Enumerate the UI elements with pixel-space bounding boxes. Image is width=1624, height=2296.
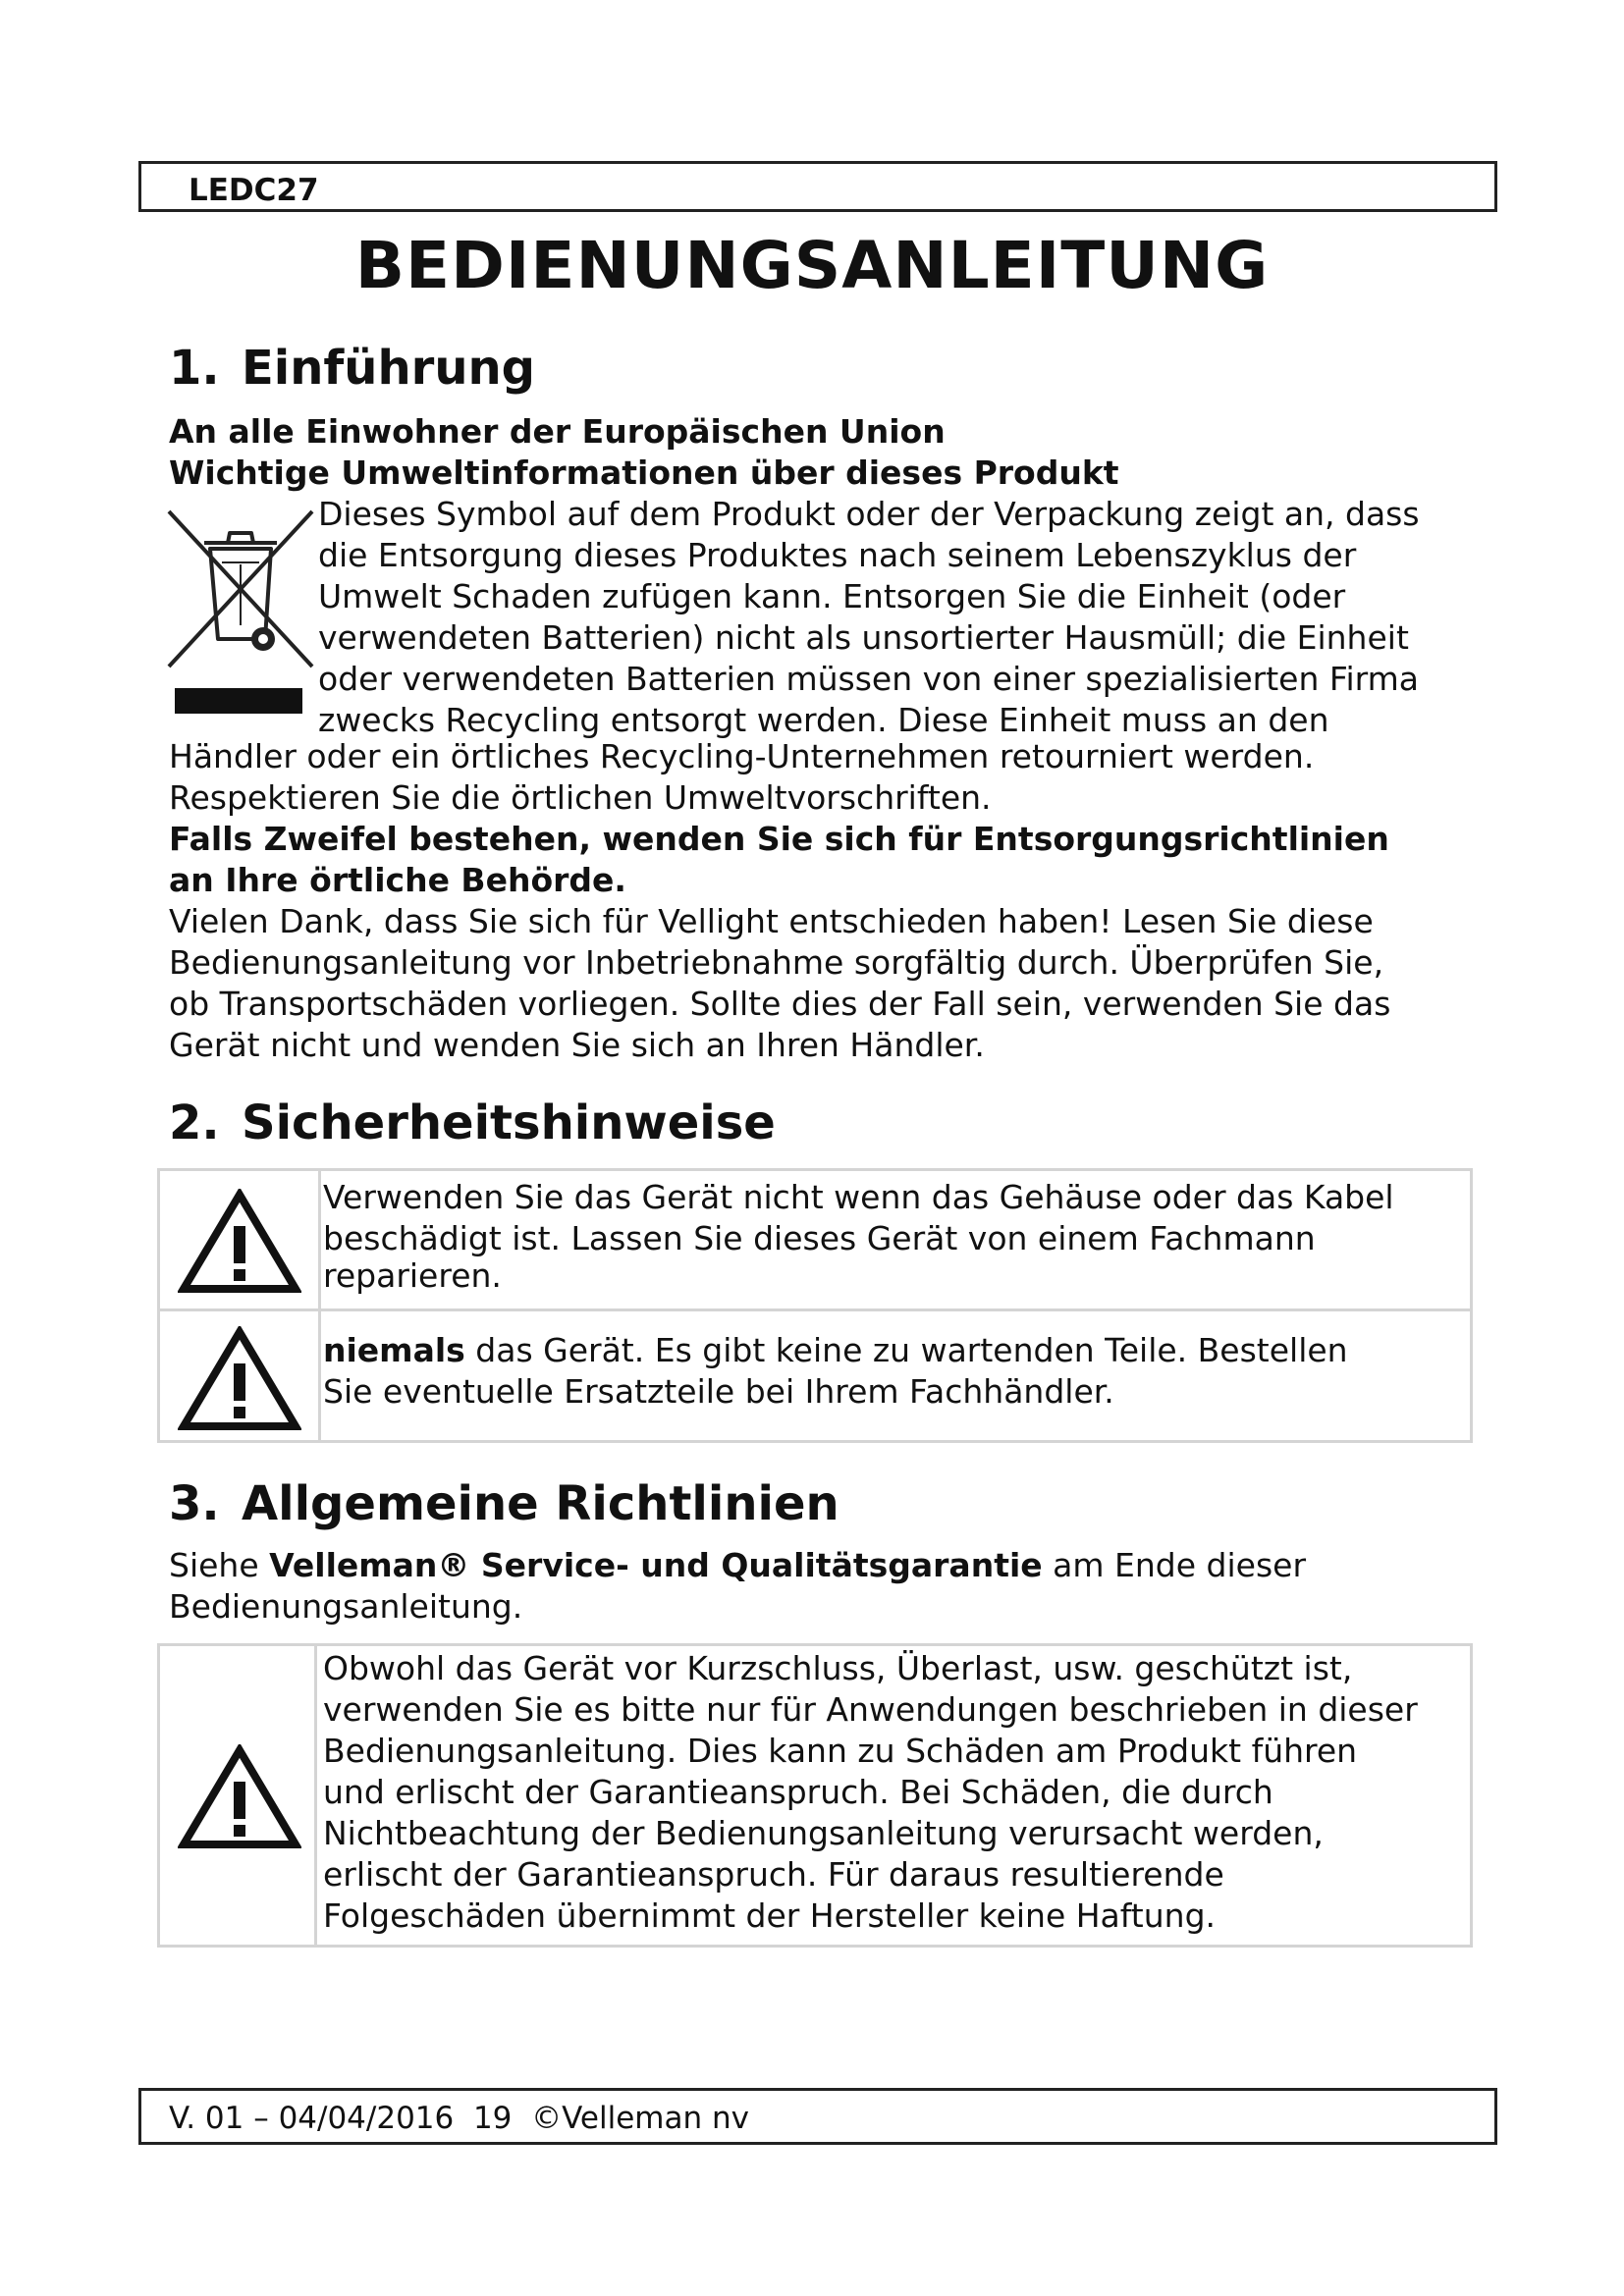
safety-text-line	[323, 1330, 1348, 1371]
section-heading-3	[169, 1476, 839, 1531]
intro-heading: An alle Einwohner der Europäischen Union	[169, 412, 946, 451]
section-number: 3.	[169, 1476, 220, 1531]
section-heading-2	[169, 1095, 776, 1150]
warning-triangle-icon	[178, 1744, 301, 1850]
footer-text: V. 01 – 04/04/2016 19 ©Velleman nv	[169, 2101, 749, 2136]
safety-text-line: beschädigt ist. Lassen Sie dieses Gerät von einem Fachmann	[323, 1219, 1316, 1257]
section-number: 1.	[169, 341, 220, 396]
safety-text-line: Verwenden Sie das Gerät nicht wenn das Gehäuse oder das Kabel	[323, 1178, 1394, 1216]
intro-subheading: Wichtige Umweltinformationen über dieses Produkt	[169, 454, 1119, 492]
section-title: Einführung	[242, 341, 536, 396]
document-title: BEDIENUNGSANLEITUNG	[354, 228, 1270, 303]
weee-text-line: Umwelt Schaden zufügen kann. Entsorgen Sie die Einheit (oder	[318, 577, 1346, 615]
table-divider	[160, 1308, 1470, 1311]
emphasis-text: niemals	[323, 1331, 465, 1369]
weee-text-line: die Entsorgung dieses Produktes nach seinem Lebenszyklus der	[318, 536, 1357, 574]
general-text-line: Bedienungsanleitung.	[169, 1587, 523, 1626]
general-text: am Ende dieser	[1042, 1546, 1307, 1584]
warranty-reference: Velleman® Service- und Qualitätsgarantie	[269, 1546, 1043, 1584]
thanks-text-line: Gerät nicht und wenden Sie sich an Ihren Händler.	[169, 1026, 985, 1064]
weee-text-line: zwecks Recycling entsorgt werden. Diese Einheit muss an den	[318, 701, 1329, 739]
general-warning-table	[157, 1643, 1473, 1948]
disposal-notice-line: an Ihre örtliche Behörde.	[169, 861, 626, 899]
safety-text: das Gerät. Es gibt keine zu wartenden Teile. Bestellen	[464, 1331, 1348, 1369]
general-box-line: und erlischt der Garantieanspruch. Bei Schäden, die durch	[323, 1773, 1273, 1811]
general-box-line: erlischt der Garantieanspruch. Für daraus resultierende	[323, 1855, 1224, 1894]
safety-text-line: Sie eventuelle Ersatzteile bei Ihrem Fachhändler.	[323, 1372, 1114, 1411]
general-box-line: Nichtbeachtung der Bedienungsanleitung verursacht werden,	[323, 1814, 1324, 1852]
thanks-text-line: ob Transportschäden vorliegen. Sollte dies der Fall sein, verwenden Sie das	[169, 985, 1391, 1023]
thanks-text-line: Bedienungsanleitung vor Inbetriebnahme sorgfältig durch. Überprüfen Sie,	[169, 943, 1384, 982]
general-text: Siehe	[169, 1546, 270, 1584]
footer-box	[138, 2088, 1497, 2145]
warning-triangle-icon	[178, 1189, 301, 1295]
header-box	[138, 161, 1497, 212]
safety-warning-table	[157, 1168, 1473, 1443]
intro-text-line: Händler oder ein örtliches Recycling-Unternehmen retourniert werden.	[169, 737, 1315, 775]
safety-text-line: reparieren.	[323, 1256, 502, 1295]
section-title: Allgemeine Richtlinien	[242, 1476, 839, 1531]
model-number: LEDC27	[189, 173, 319, 208]
warning-triangle-icon	[178, 1326, 301, 1432]
general-box-line: Folgeschäden übernimmt der Hersteller keine Haftung.	[323, 1896, 1217, 1935]
table-divider	[314, 1646, 317, 1945]
section-title: Sicherheitshinweise	[242, 1095, 776, 1150]
general-box-line: Bedienungsanleitung. Dies kann zu Schäden am Produkt führen	[323, 1732, 1358, 1770]
disposal-notice-line: Falls Zweifel bestehen, wenden Sie sich für Entsorgungsrichtlinien	[169, 820, 1389, 858]
table-divider	[318, 1171, 321, 1440]
crossed-out-wheelie-bin-icon	[167, 504, 314, 721]
weee-text-line: Dieses Symbol auf dem Produkt oder der Verpackung zeigt an, dass	[318, 495, 1420, 533]
section-number: 2.	[169, 1095, 220, 1150]
general-box-line: verwenden Sie es bitte nur für Anwendungen beschrieben in dieser	[323, 1690, 1418, 1729]
general-text-line	[169, 1545, 1306, 1586]
general-box-line: Obwohl das Gerät vor Kurzschluss, Überlast, usw. geschützt ist,	[323, 1649, 1353, 1687]
intro-text-line: Respektieren Sie die örtlichen Umweltvorschriften.	[169, 778, 992, 817]
thanks-text-line: Vielen Dank, dass Sie sich für Vellight entschieden haben! Lesen Sie diese	[169, 902, 1374, 940]
section-heading-1	[169, 341, 536, 396]
weee-text-line: oder verwendeten Batterien müssen von einer spezialisierten Firma	[318, 660, 1419, 698]
weee-text-line: verwendeten Batterien) nicht als unsortierter Hausmüll; die Einheit	[318, 618, 1409, 657]
